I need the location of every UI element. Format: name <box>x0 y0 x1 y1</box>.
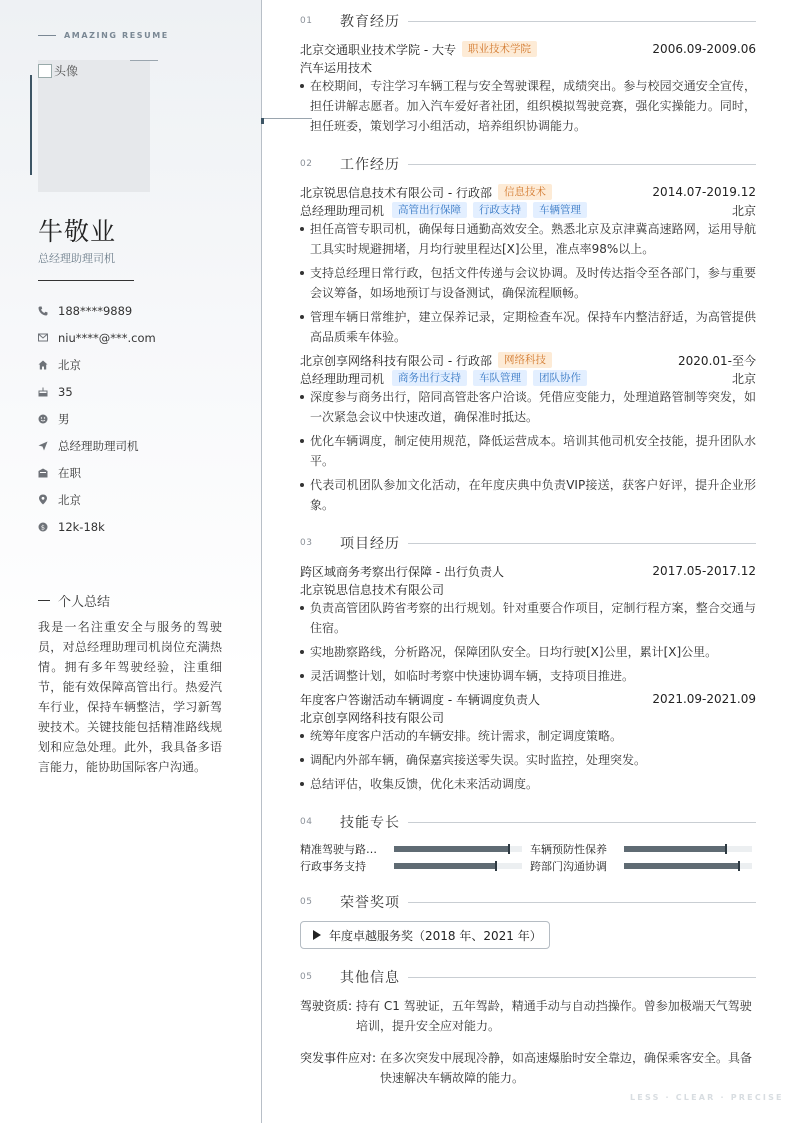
home-icon <box>38 360 58 370</box>
info-salary <box>38 513 248 540</box>
work-company: 北京创享网络科技有限公司 - 行政部 <box>300 353 492 368</box>
project-1-company-row <box>300 580 756 598</box>
section-title: 技能专长 <box>340 815 400 831</box>
skill-bar <box>624 863 752 869</box>
education-school: 北京交通职业技术学院 - 大专 <box>300 42 456 57</box>
info-phone <box>38 297 248 324</box>
section-title: 项目经历 <box>340 536 400 552</box>
info-location <box>38 486 248 513</box>
work-industry-tag: 网络科技 <box>498 352 552 368</box>
work-1-header <box>300 183 756 201</box>
send-icon <box>38 441 58 451</box>
brand <box>38 31 169 40</box>
phone-icon <box>38 306 58 316</box>
work-skill-tag: 商务出行支持 <box>392 370 467 386</box>
info-status <box>38 459 248 486</box>
award-text: 年度卓越服务奖（2018 年、2021 年） <box>329 928 542 943</box>
list-item: 管理车辆日常维护，建立保养记录，定期检查车况。保持车内整洁舒适，为高管提供高品质乘车体验。 <box>300 307 756 347</box>
info-position <box>38 432 248 459</box>
profile-name: 牛敬业 <box>38 217 117 246</box>
work-company: 北京锐思信息技术有限公司 - 行政部 <box>300 185 492 200</box>
project-company: 北京锐思信息技术有限公司 <box>300 582 445 597</box>
work-2-bullets <box>300 387 756 519</box>
work-skill-tag: 团队协作 <box>533 370 587 386</box>
skill-fill <box>624 846 726 852</box>
work-city: 北京 <box>731 371 756 386</box>
info-age <box>38 378 248 405</box>
mail-icon <box>38 333 58 342</box>
other-value: 持有 C1 驾驶证，五年驾龄，精通手动与自动挡操作。曾参加极端天气驾驶培训，提升安全应对能力。 <box>356 999 752 1033</box>
info-location-text: 北京 <box>58 492 81 507</box>
skill-name: 行政事务支持 <box>300 860 366 873</box>
section-number: 02 <box>300 159 313 169</box>
section-rule <box>408 977 756 978</box>
list-item: 调配内外部车辆，确保嘉宾接送零失误。实时监控，处理突发。 <box>300 750 756 770</box>
avatar-alt <box>38 62 78 79</box>
work-role: 总经理助理司机 <box>300 203 385 218</box>
section-title: 荣誉奖项 <box>340 895 400 911</box>
work-skill-tag: 车辆管理 <box>533 202 587 218</box>
other-item-license <box>300 996 756 1036</box>
section-title: 其他信息 <box>340 970 400 986</box>
project-2-header <box>300 690 756 708</box>
section-education <box>300 11 756 31</box>
work-2-header <box>300 351 756 369</box>
project-1-header <box>300 562 756 580</box>
smile-icon <box>38 414 58 424</box>
list-item: 优化车辆调度，制定使用规范，降低运营成本。培训其他司机安全技能，提升团队水平。 <box>300 431 756 471</box>
education-bullets <box>300 76 756 140</box>
skill-item <box>530 841 752 857</box>
list-item: 支持总经理日常行政，包括文件传递与会议协调。及时传达指令至各部门，参与重要会议筹备，如场地预订与设备测试，确保流程顺畅。 <box>300 263 756 303</box>
section-rule <box>408 21 756 22</box>
summary-dash <box>38 600 50 601</box>
broken-image-icon <box>38 64 52 78</box>
contact-info-list <box>38 297 248 540</box>
skill-bar <box>394 863 522 869</box>
profile-job: 总经理助理司机 <box>38 252 115 265</box>
info-home <box>38 351 248 378</box>
project-period: 2021.09-2021.09 <box>652 692 756 706</box>
brand-text: AMAZING RESUME <box>64 31 169 40</box>
info-age-text: 35 <box>58 384 73 399</box>
summary-title-text: 个人总结 <box>58 595 111 610</box>
summary-text: 我是一名注重安全与服务的驾驶员，对总经理助理司机岗位充满热情。拥有多年驾驶经验，注重细节，能有效保障高管出行。热爱汽车行业，保持车辆整洁，学习新驾驶技术。关键技能包括精准路线规划和应急处理。此外，我具备多语言能力，能协助国际客户沟通。 <box>38 620 222 774</box>
section-number: 05 <box>300 972 313 982</box>
skill-item <box>300 858 522 874</box>
education-period: 2006.09-2009.06 <box>652 42 756 56</box>
section-work <box>300 154 756 174</box>
section-rule <box>408 164 756 165</box>
work-period: 2014.07-2019.12 <box>652 185 756 199</box>
skill-item <box>300 841 522 857</box>
section-other <box>300 967 756 987</box>
brand-line <box>38 35 56 36</box>
skill-fill <box>394 863 496 869</box>
location-icon <box>38 494 58 505</box>
education-major-row <box>300 58 756 76</box>
section-number: 03 <box>300 538 313 548</box>
avatar <box>38 60 150 192</box>
project-company: 北京创享网络科技有限公司 <box>300 710 445 725</box>
other-key: 驾驶资质: <box>300 999 353 1013</box>
work-city: 北京 <box>731 203 756 218</box>
list-item: 负责高管团队跨省考察的出行规划。针对重要合作项目，定制行程方案，整合交通与住宿。 <box>300 598 756 638</box>
list-item: 深度参与商务出行，陪同高管赴客户洽谈。凭借应变能力，处理道路管制等突发，如一次紧急会议中快速改道，确保准时抵达。 <box>300 387 756 427</box>
info-salary-text: 12k-18k <box>58 519 105 534</box>
work-2-role-row <box>300 369 756 387</box>
info-gender <box>38 405 248 432</box>
work-skill-tag: 车队管理 <box>473 370 527 386</box>
section-title: 工作经历 <box>340 157 400 173</box>
section-rule <box>408 902 756 903</box>
info-home-text: 北京 <box>58 357 81 372</box>
list-item: 担任高管专职司机，确保每日通勤高效安全。熟悉北京及京津冀高速路网，运用导航工具实时规避拥堵，月均行驶里程达[X]公里，准点率98%以上。 <box>300 219 756 259</box>
education-header <box>300 40 756 58</box>
education-tag: 职业技术学院 <box>462 41 537 57</box>
project-title: 跨区域商务考察出行保障 - 出行负责人 <box>300 564 504 579</box>
other-item-emergency <box>300 1048 756 1088</box>
skill-bar <box>394 846 522 852</box>
skill-bar <box>624 846 752 852</box>
list-item: 统筹年度客户活动的车辆安排。统计需求，制定调度策略。 <box>300 726 756 746</box>
info-phone-text: 188****9889 <box>58 303 133 318</box>
skill-name: 车辆预防性保养 <box>530 843 607 856</box>
project-1-bullets <box>300 598 756 690</box>
work-period: 2020.01-至今 <box>678 353 756 368</box>
section-project <box>300 533 756 553</box>
svg-text:$: $ <box>40 522 46 531</box>
section-rule <box>408 822 756 823</box>
play-triangle-icon <box>313 930 321 940</box>
info-position-text: 总经理助理司机 <box>58 438 139 453</box>
project-title: 年度客户答谢活动车辆调度 - 车辆调度负责人 <box>300 692 540 707</box>
sidebar <box>0 0 262 1123</box>
avatar-alt-text: 头像 <box>54 64 79 78</box>
salary-icon <box>38 522 58 532</box>
work-skill-tag: 高管出行保障 <box>392 202 467 218</box>
other-value: 在多次突发中展现冷静，如高速爆胎时安全靠边，确保乘客安全。具备快速解决车辆故障的能力。 <box>380 1051 753 1085</box>
section-rule <box>408 543 756 544</box>
list-item: 总结评估，收集反馈，优化未来活动调度。 <box>300 774 756 794</box>
section-number: 04 <box>300 817 313 827</box>
info-email-text: niu****@***.com <box>58 330 156 345</box>
skill-marker <box>738 861 740 871</box>
footer-slogan: LESS · CLEAR · PRECISE <box>630 1093 784 1102</box>
cake-icon <box>38 387 58 397</box>
section-honors <box>300 892 756 912</box>
award-item[interactable] <box>300 921 550 949</box>
photo-accent-dot <box>261 118 264 124</box>
info-status-text: 在职 <box>58 465 81 480</box>
list-item: 在校期间，专注学习车辆工程与安全驾驶课程，成绩突出。参与校园交通安全宣传，担任讲解志愿者。加入汽车爱好者社团，组织模拟驾驶竞赛，强化实操能力。同时，担任班委，策划学习小组活动，培养组织协调能力。 <box>300 76 756 136</box>
work-role: 总经理助理司机 <box>300 371 385 386</box>
project-2-bullets <box>300 726 756 798</box>
summary-title <box>38 591 110 610</box>
skill-marker <box>508 844 510 854</box>
skill-fill <box>394 846 509 852</box>
work-1-role-row <box>300 201 756 219</box>
info-email <box>38 324 248 351</box>
education-major: 汽车运用技术 <box>300 60 373 75</box>
section-number: 01 <box>300 16 313 26</box>
status-icon <box>38 468 58 478</box>
skill-fill <box>624 863 739 869</box>
photo-accent-top <box>130 60 158 61</box>
section-skills <box>300 812 756 832</box>
photo-accent-left <box>30 75 32 175</box>
list-item: 灵活调整计划，如临时考察中快速协调车辆，支持项目推进。 <box>300 666 756 686</box>
skill-marker <box>725 844 727 854</box>
other-key: 突发事件应对: <box>300 1051 377 1065</box>
skill-item <box>530 858 752 874</box>
skill-name: 跨部门沟通协调 <box>530 860 607 873</box>
work-1-bullets <box>300 219 756 351</box>
project-period: 2017.05-2017.12 <box>652 564 756 578</box>
skill-name: 精准驾驶与路… <box>300 843 377 856</box>
work-skill-tag: 行政支持 <box>473 202 527 218</box>
project-2-company-row <box>300 708 756 726</box>
work-industry-tag: 信息技术 <box>498 184 552 200</box>
list-item: 实地勘察路线，分析路况，保障团队安全。日均行驶[X]公里，累计[X]公里。 <box>300 642 756 662</box>
name-divider <box>38 280 134 281</box>
section-title: 教育经历 <box>340 14 400 30</box>
list-item: 代表司机团队参加文化活动，在年度庆典中负责VIP接送，获客户好评，提升企业形象。 <box>300 475 756 515</box>
info-gender-text: 男 <box>58 411 70 426</box>
section-number: 05 <box>300 897 313 907</box>
skill-marker <box>495 861 497 871</box>
